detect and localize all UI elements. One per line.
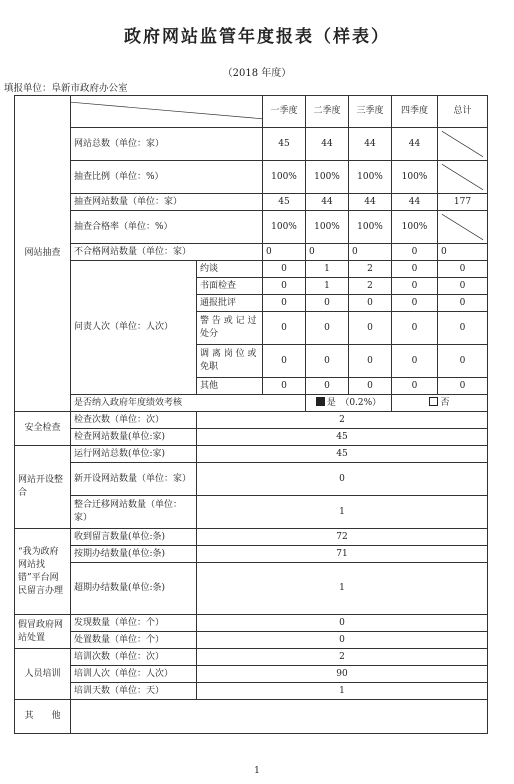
table-row [15, 700, 488, 734]
row-label: 新开设网站数量（单位：家） [71, 463, 197, 496]
cell-value: 100% [392, 161, 438, 194]
table-row [15, 683, 488, 700]
unchecked-box-icon [429, 397, 438, 406]
header-total: 总计 [438, 96, 488, 128]
row-label: 发现数量（单位：个） [71, 615, 197, 632]
section-spot-check: 网站抽查 [15, 96, 71, 412]
report-table [14, 95, 488, 734]
table-row [15, 429, 488, 446]
report-title: 政府网站监管年度报表（样表） [124, 27, 390, 47]
cell-value: 44 [392, 194, 438, 211]
accountability-label: 问责人次（单位：人次） [71, 261, 197, 395]
cell-value: 44 [392, 128, 438, 161]
cell-value: 2 [349, 261, 392, 278]
cell-value: 100% [306, 161, 349, 194]
empty-diagonal-cell [438, 128, 488, 161]
table-row [15, 666, 488, 683]
table-row [15, 446, 488, 463]
header-q4: 四季度 [392, 96, 438, 128]
cell-value: 0 [263, 312, 306, 345]
other-content-cell [71, 700, 488, 734]
table-row [15, 563, 488, 615]
row-label: 按期办结数量(单位:条) [71, 546, 197, 563]
cell-value: 72 [197, 529, 488, 546]
cell-value: 0 [197, 463, 488, 496]
cell-value: 0 [263, 278, 306, 295]
row-label: 抽查合格率（单位：%） [71, 211, 263, 244]
section-fake: 假冒政府网站处置 [15, 615, 71, 649]
table-header-row [15, 96, 488, 128]
header-q1: 一季度 [263, 96, 306, 128]
row-label: 培训次数（单位：次） [71, 649, 197, 666]
cell-value: 0 [306, 378, 349, 395]
cell-value: 0 [306, 295, 349, 312]
row-label: 运行网站总数(单位:家) [71, 446, 197, 463]
cell-value: 0 [349, 378, 392, 395]
cell-value: 0 [438, 378, 488, 395]
cell-value: 44 [349, 194, 392, 211]
filling-unit: 填报单位：阜新市政府办公室 [4, 83, 128, 94]
table-row [15, 244, 488, 261]
row-label: 整合迁移网站数量（单位：家） [71, 496, 197, 529]
cell-value: 0 [263, 345, 306, 378]
cell-value: 45 [263, 128, 306, 161]
cell-value: 0 [392, 312, 438, 345]
table-row [15, 649, 488, 666]
row-label: 抽查比例（单位：%） [71, 161, 263, 194]
cell-value: 0 [306, 312, 349, 345]
section-other: 其 他 [15, 700, 71, 734]
sub-row-label: 警 告 或 记 过处分 [197, 312, 263, 345]
cell-value: 0 [197, 615, 488, 632]
table-row [15, 546, 488, 563]
cell-value: 100% [306, 211, 349, 244]
empty-diagonal-cell [438, 161, 488, 194]
cell-value: 0 [263, 261, 306, 278]
cell-value: 0 [392, 345, 438, 378]
cell-value: 0 [349, 312, 392, 345]
cell-value: 0 [349, 295, 392, 312]
section-message: “我为政府网站找错”平台网民留言办理 [15, 529, 71, 615]
cell-value: 1 [197, 683, 488, 700]
cell-value: 45 [197, 446, 488, 463]
row-label: 网站总数（单位：家） [71, 128, 263, 161]
cell-value: 2 [197, 412, 488, 429]
cell-value: 0 [392, 244, 438, 261]
cell-value: 1 [197, 496, 488, 529]
cell-value: 2 [197, 649, 488, 666]
cell-value: 44 [349, 128, 392, 161]
section-setup: 网站开设整合 [15, 446, 71, 529]
cell-value: 0 [306, 244, 349, 261]
cell-value: 0 [392, 378, 438, 395]
table-row [15, 615, 488, 632]
sub-row-label: 书面检查 [197, 278, 263, 295]
cell-value: 177 [438, 194, 488, 211]
assessment-yes-option[interactable] [306, 395, 392, 412]
cell-value: 0 [306, 345, 349, 378]
cell-value: 100% [263, 211, 306, 244]
cell-value: 45 [263, 194, 306, 211]
sub-row-label: 调 离 岗 位 或免职 [197, 345, 263, 378]
table-row [15, 632, 488, 649]
row-label: 检查网站数量(单位:家) [71, 429, 197, 446]
table-row [15, 463, 488, 496]
sub-row-label: 通报批评 [197, 295, 263, 312]
cell-value: 0 [438, 261, 488, 278]
table-row [15, 496, 488, 529]
row-label: 不合格网站数量（单位：家） [71, 244, 263, 261]
row-label: 抽查网站数量（单位：家） [71, 194, 263, 211]
cell-value: 0 [438, 295, 488, 312]
cell-value: 0 [438, 244, 488, 261]
table-row [15, 128, 488, 161]
assessment-no-option[interactable] [392, 395, 488, 412]
table-row [15, 529, 488, 546]
page-number: 1 [254, 766, 260, 776]
cell-value: 45 [197, 429, 488, 446]
cell-value: 0 [349, 244, 392, 261]
cell-value: 0 [438, 312, 488, 345]
cell-value: 100% [263, 161, 306, 194]
header-q3: 三季度 [349, 96, 392, 128]
cell-value: 44 [306, 194, 349, 211]
row-label: 超期办结数量(单位:条) [71, 563, 197, 615]
empty-diagonal-cell [438, 211, 488, 244]
assessment-no-label: 否 [440, 397, 450, 408]
row-label: 收到留言数量(单位:条) [71, 529, 197, 546]
row-label: 培训人次（单位：人次） [71, 666, 197, 683]
row-label: 培训天数（单位：天） [71, 683, 197, 700]
cell-value: 90 [197, 666, 488, 683]
row-label: 检查次数（单位：次） [71, 412, 197, 429]
sub-row-label: 约谈 [197, 261, 263, 278]
cell-value: 0 [263, 378, 306, 395]
cell-value: 1 [306, 278, 349, 295]
cell-value: 0 [263, 295, 306, 312]
assessment-label: 是否纳入政府年度绩效考核 [71, 395, 306, 412]
cell-value: 0 [438, 345, 488, 378]
table-row [15, 261, 488, 278]
cell-value: 0 [392, 261, 438, 278]
cell-value: 0 [349, 345, 392, 378]
row-label: 处置数量（单位：个） [71, 632, 197, 649]
checked-box-icon [316, 397, 325, 406]
cell-value: 0 [438, 278, 488, 295]
cell-value: 0 [197, 632, 488, 649]
table-row [15, 211, 488, 244]
assessment-yes-label: 是 （0.2%） [326, 397, 382, 408]
header-q2: 二季度 [306, 96, 349, 128]
sub-row-label: 其他 [197, 378, 263, 395]
cell-value: 2 [349, 278, 392, 295]
table-row [15, 412, 488, 429]
cell-value: 100% [349, 211, 392, 244]
table-row [15, 194, 488, 211]
cell-value: 100% [349, 161, 392, 194]
section-training: 人员培训 [15, 649, 71, 700]
section-security: 安全检查 [15, 412, 71, 446]
cell-value: 1 [306, 261, 349, 278]
header-diagonal-cell [71, 96, 263, 128]
cell-value: 1 [197, 563, 488, 615]
cell-value: 44 [306, 128, 349, 161]
cell-value: 0 [392, 295, 438, 312]
cell-value: 100% [392, 211, 438, 244]
table-row [15, 395, 488, 412]
cell-value: 0 [263, 244, 306, 261]
cell-value: 0 [392, 278, 438, 295]
report-year: （2018 年度） [222, 68, 292, 79]
cell-value: 71 [197, 546, 488, 563]
table-row [15, 161, 488, 194]
